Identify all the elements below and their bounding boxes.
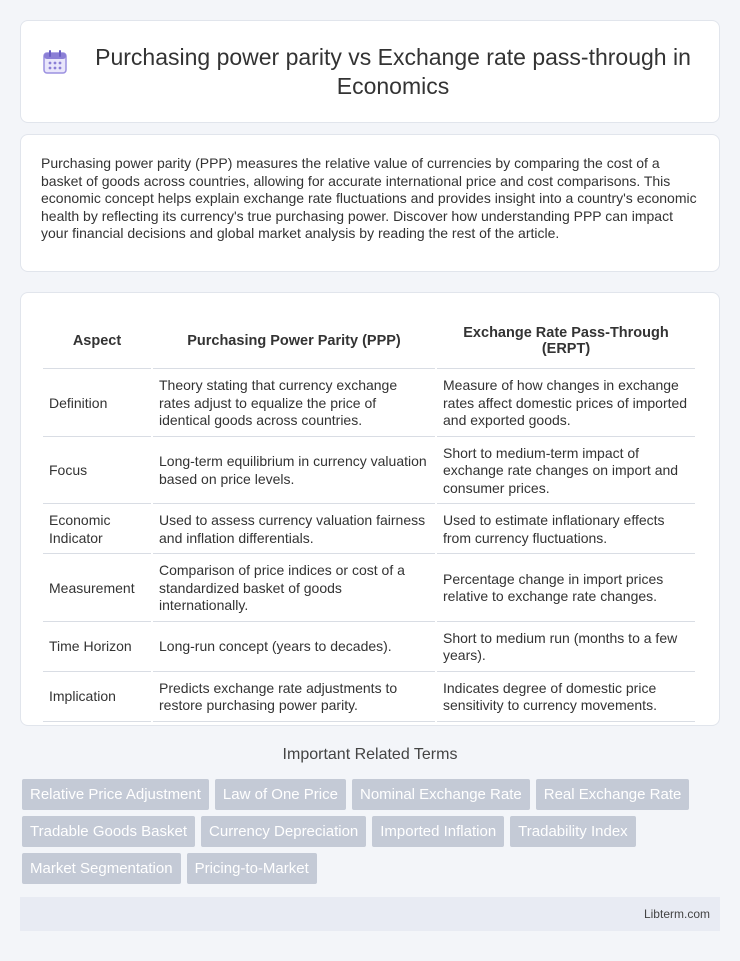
related-term-tag[interactable]: Market Segmentation: [22, 853, 181, 884]
row-ppp: Theory stating that currency exchange rates adjust to equalize the price of identical goods across countries.: [153, 371, 435, 437]
row-aspect: Implication: [43, 674, 151, 722]
table-row: [43, 506, 695, 554]
row-erpt: Used to estimate inflationary effects from currency fluctuations.: [437, 506, 695, 554]
table-row: [43, 371, 695, 437]
row-aspect: Measurement: [43, 556, 151, 622]
header-erpt: Exchange Rate Pass-Through (ERPT): [437, 313, 695, 369]
header-aspect: Aspect: [43, 313, 151, 369]
calendar-icon: [42, 49, 68, 75]
related-term-tag[interactable]: Nominal Exchange Rate: [352, 779, 530, 810]
row-erpt: Measure of how changes in exchange rates affect domestic prices of imported and exported goods.: [437, 371, 695, 437]
row-erpt: Short to medium-term impact of exchange rate changes on import and consumer prices.: [437, 439, 695, 505]
row-ppp: Long-run concept (years to decades).: [153, 624, 435, 672]
related-term-tag[interactable]: Law of One Price: [215, 779, 346, 810]
row-aspect: Time Horizon: [43, 624, 151, 672]
table-header-row: [43, 313, 695, 369]
related-term-tag[interactable]: Relative Price Adjustment: [22, 779, 209, 810]
comparison-table: [41, 311, 697, 724]
comparison-card: [20, 292, 720, 726]
table-row: [43, 674, 695, 722]
intro-paragraph: Purchasing power parity (PPP) measures the relative value of currencies by comparing the cost of a basket of goods across countries, allowing for accurate international price and cost comparisons. This economic concept helps explain exchange rate fluctuations and provides insight into a country's economic health by reflecting its currency's true purchasing power. Discover how understanding PPP can impact your financial decisions and global market analysis by reading the rest of the article.: [41, 155, 697, 242]
footer-brand[interactable]: Libterm.com: [643, 907, 710, 921]
table-row: [43, 624, 695, 672]
row-ppp: Long-term equilibrium in currency valuation based on price levels.: [153, 439, 435, 505]
row-aspect: Economic Indicator: [43, 506, 151, 554]
related-term-tag[interactable]: Currency Depreciation: [201, 816, 366, 847]
related-term-tag[interactable]: Real Exchange Rate: [536, 779, 690, 810]
related-term-tag[interactable]: Tradability Index: [510, 816, 636, 847]
title-card: [20, 20, 720, 123]
row-aspect: Definition: [43, 371, 151, 437]
row-ppp: Used to assess currency valuation fairness and inflation differentials.: [153, 506, 435, 554]
related-term-tag[interactable]: Imported Inflation: [372, 816, 504, 847]
table-row: [43, 439, 695, 505]
table-row: [43, 556, 695, 622]
related-terms-title: Important Related Terms: [282, 746, 458, 763]
row-ppp: Comparison of price indices or cost of a standardized basket of goods internationally.: [153, 556, 435, 622]
footer: [20, 897, 720, 931]
row-erpt: Short to medium run (months to a few years).: [437, 624, 695, 672]
related-terms-list: [22, 779, 722, 890]
related-term-tag[interactable]: Pricing-to-Market: [187, 853, 317, 884]
page-title: Purchasing power parity vs Exchange rate pass-through in Economics: [95, 43, 691, 99]
row-erpt: Indicates degree of domestic price sensitivity to currency movements.: [437, 674, 695, 722]
row-erpt: Percentage change in import prices relative to exchange rate changes.: [437, 556, 695, 622]
row-aspect: Focus: [43, 439, 151, 505]
related-term-tag[interactable]: Tradable Goods Basket: [22, 816, 195, 847]
intro-card: [20, 134, 720, 272]
row-ppp: Predicts exchange rate adjustments to restore purchasing power parity.: [153, 674, 435, 722]
header-ppp: Purchasing Power Parity (PPP): [153, 313, 435, 369]
